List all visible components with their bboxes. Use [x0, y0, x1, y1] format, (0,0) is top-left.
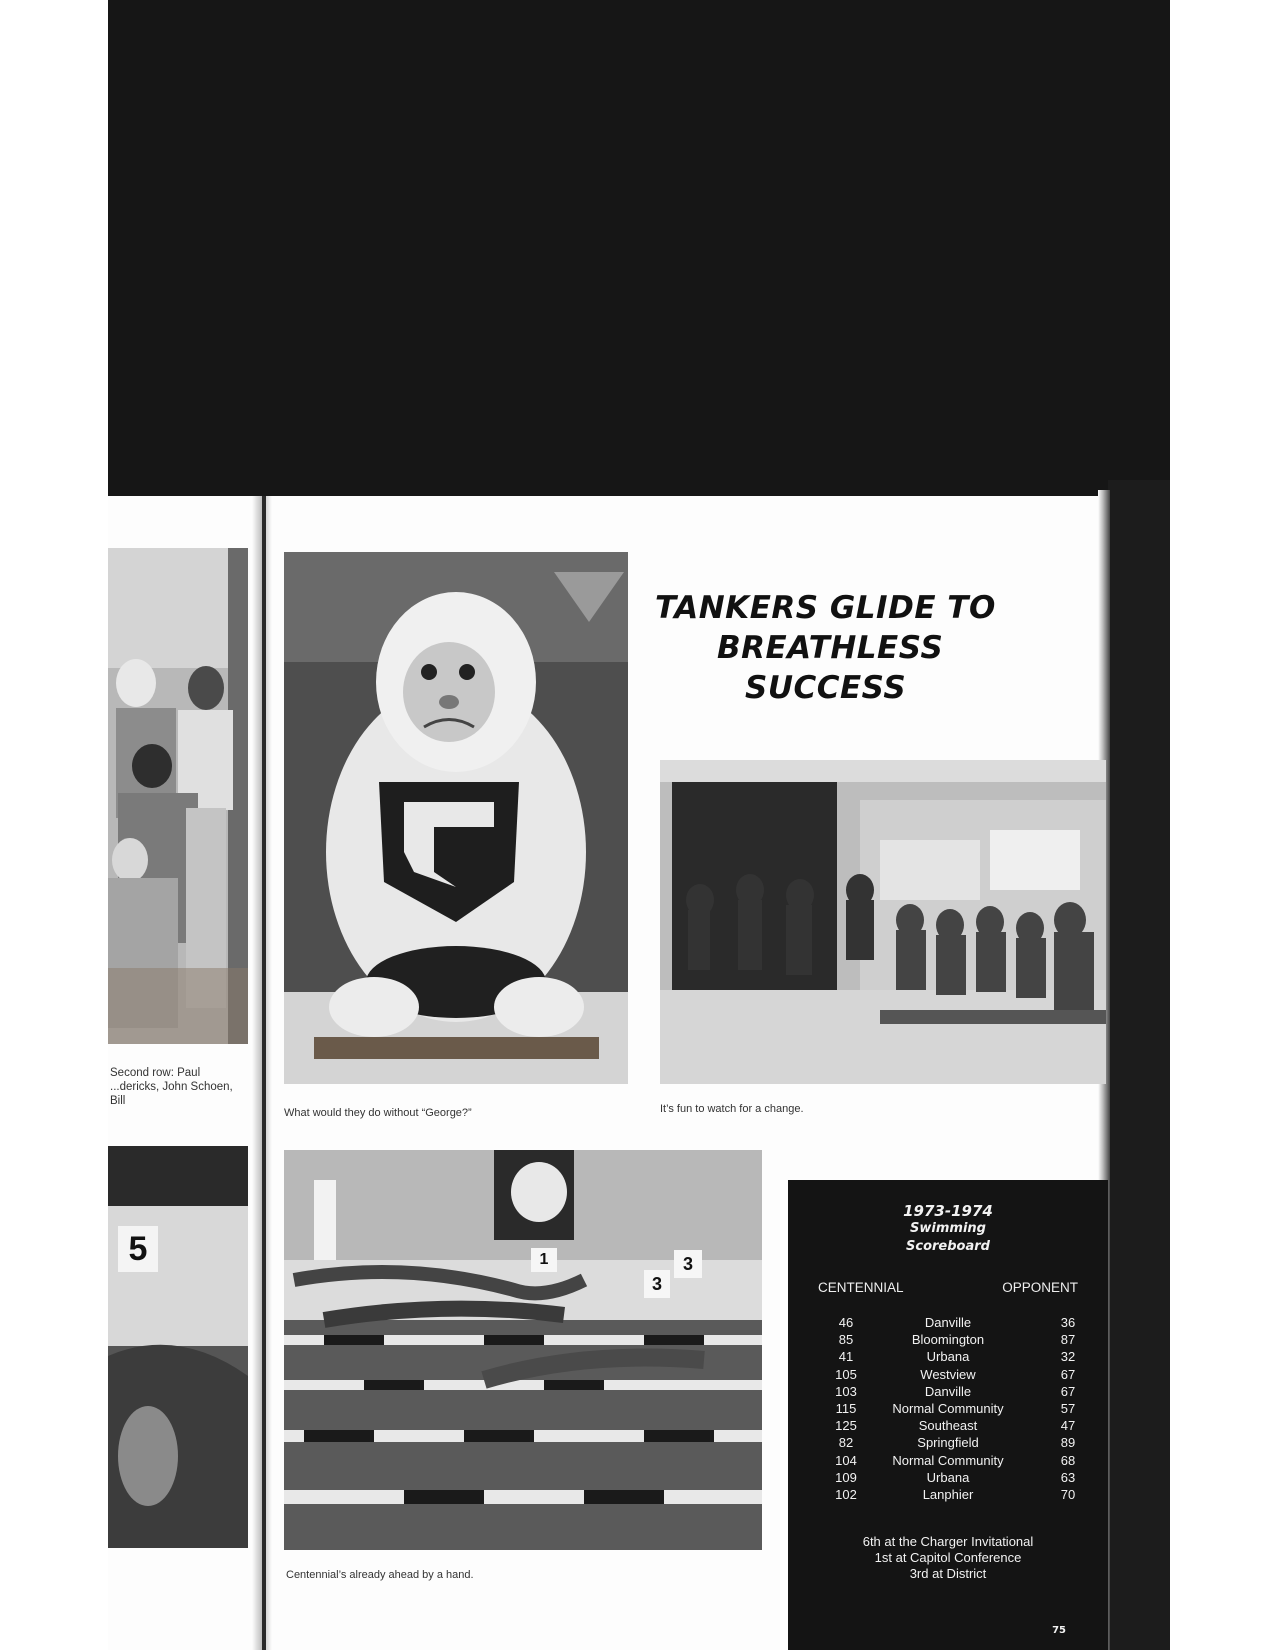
page-gutter	[262, 496, 266, 1650]
bench-caption: It’s fun to watch for a change.	[660, 1103, 804, 1115]
opponent-name: Springfield	[917, 1435, 979, 1451]
opponent-score: 57	[1060, 1400, 1076, 1416]
opponent-score: 68	[1060, 1452, 1076, 1468]
centennial-score: 109	[835, 1469, 857, 1485]
headline-line-2: BREATHLESS	[717, 630, 944, 666]
centennial-score: 85	[838, 1332, 854, 1348]
opponent-score: 67	[1060, 1366, 1076, 1382]
centennial-score: 105	[835, 1366, 857, 1382]
scoreboard-label: Scoreboard	[906, 1239, 990, 1254]
scoreboard-panel	[788, 1180, 1108, 1650]
result-district: 3rd at District	[909, 1566, 987, 1581]
opponent-score: 87	[1060, 1332, 1076, 1348]
centennial-score: 102	[835, 1486, 857, 1502]
centennial-score: 46	[838, 1315, 854, 1330]
scoreboard-row	[788, 1348, 1108, 1365]
result-conference: 1st at Capitol Conference	[874, 1550, 1022, 1565]
scoreboard-sport: Swimming	[910, 1221, 986, 1236]
opponent-score: 47	[1060, 1418, 1076, 1434]
opponent-score: 70	[1060, 1486, 1076, 1502]
scoreboard-row	[788, 1383, 1108, 1400]
opponent-name: Southeast	[918, 1418, 978, 1434]
result-invitational: 6th at the Charger Invitational	[862, 1534, 1034, 1549]
dive-photo	[284, 1150, 762, 1550]
opponent-name: Lanphier	[922, 1486, 974, 1502]
opponent-name: Danville	[924, 1315, 972, 1330]
scoreboard-row	[788, 1331, 1108, 1348]
opponent-name: Urbana	[926, 1469, 970, 1485]
pool-edge-photo-partial	[108, 1146, 248, 1548]
opponent-name: Normal Community	[892, 1400, 1004, 1416]
bench-photo	[660, 760, 1106, 1084]
lane-marker-1: 1	[531, 1248, 557, 1272]
scoreboard-col-centennial: CENTENNIAL	[818, 1280, 904, 1295]
scoreboard-heading	[788, 1202, 1108, 1256]
centennial-score: 82	[838, 1435, 854, 1451]
scoreboard-year: 1973-1974	[903, 1202, 993, 1220]
scoreboard-row	[788, 1314, 1108, 1331]
mascot-caption: What would they do without “George?”	[284, 1107, 472, 1119]
team-photo-caption: Second row: Paul ...dericks, John Schoen, Bill	[110, 1067, 233, 1107]
opponent-score: 63	[1060, 1469, 1076, 1485]
scoreboard-row	[788, 1434, 1108, 1451]
page-number: 75	[1052, 1625, 1066, 1636]
opponent-name: Normal Community	[892, 1452, 1004, 1468]
opponent-name: Westview	[920, 1366, 976, 1382]
scoreboard-row	[788, 1366, 1108, 1383]
lane-marker-5: 5	[118, 1226, 158, 1272]
article-headline	[655, 588, 995, 708]
opponent-name: Urbana	[926, 1349, 970, 1365]
centennial-score: 41	[838, 1349, 854, 1365]
centennial-score: 125	[835, 1418, 857, 1434]
scanner-background-right	[1108, 480, 1170, 1650]
scoreboard-row	[788, 1417, 1108, 1434]
centennial-score: 103	[835, 1383, 857, 1399]
opponent-score: 36	[1060, 1315, 1076, 1330]
team-photo-partial	[108, 548, 248, 1044]
dive-caption: Centennial’s already ahead by a hand.	[286, 1569, 474, 1581]
season-results	[788, 1534, 1108, 1582]
scoreboard-row	[788, 1486, 1108, 1503]
scoreboard-row	[788, 1400, 1108, 1417]
scoreboard-row	[788, 1469, 1108, 1486]
opponent-score: 89	[1060, 1435, 1076, 1451]
mascot-photo	[284, 552, 628, 1084]
headline-line-3: SUCCESS	[745, 670, 907, 706]
lane-marker-3a: 3	[674, 1250, 702, 1278]
centennial-score: 115	[835, 1400, 857, 1416]
scoreboard-row	[788, 1452, 1108, 1469]
scanner-background-top	[108, 0, 1170, 496]
centennial-score: 104	[835, 1452, 857, 1468]
opponent-name: Bloomington	[911, 1332, 985, 1348]
headline-line-1: TANKERS GLIDE TO	[655, 590, 996, 626]
opponent-score: 67	[1060, 1383, 1076, 1399]
opponent-name: Danville	[924, 1383, 972, 1399]
scoreboard-rows	[788, 1314, 1108, 1503]
scoreboard-col-opponent: OPPONENT	[1002, 1280, 1078, 1295]
lane-marker-3b: 3	[644, 1270, 670, 1298]
opponent-score: 32	[1060, 1349, 1076, 1365]
